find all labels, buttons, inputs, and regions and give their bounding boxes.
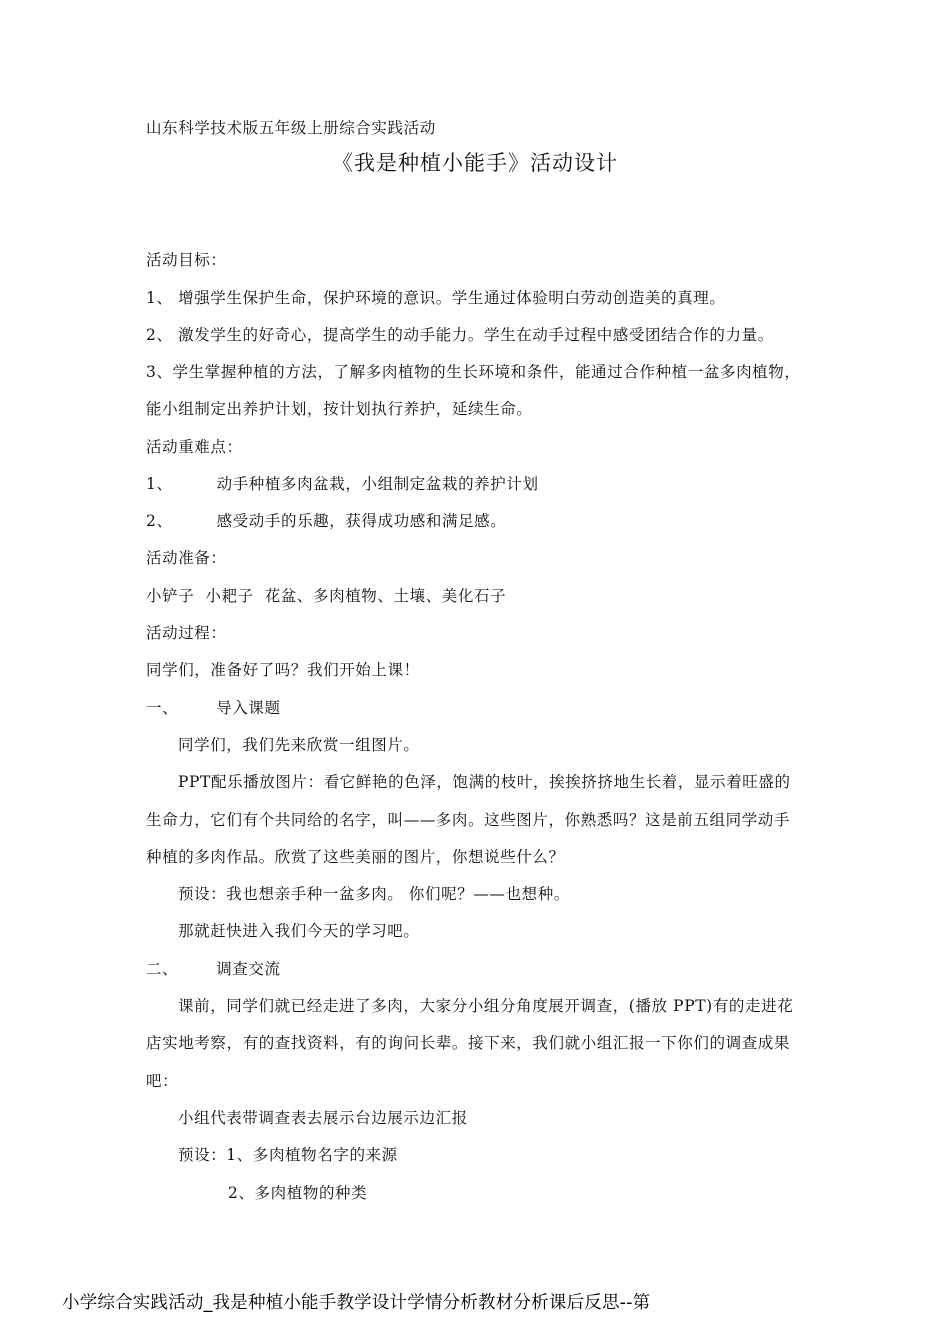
difficulty-text: 动手种植多肉盆栽，小组制定盆栽的养护计划 xyxy=(216,475,539,493)
paragraph-line: 生命力，它们有个共同给的名字，叫——多肉。这些图片，你熟悉吗？这是前五组同学动手 xyxy=(146,811,791,829)
paragraph-line: 同学们，我们先来欣赏一组图片。 xyxy=(178,736,420,754)
preparation-text: 小铲子 小耙子 花盆、多肉植物、土壤、美化石子 xyxy=(146,587,507,605)
goal-item: 2、 激发学生的好奇心，提高学生的动手能力。学生在动手过程中感受团结合作的力量。 xyxy=(146,326,774,344)
difficulties-heading: 活动重难点： xyxy=(146,438,243,456)
paragraph-line: 那就赶快进入我们今天的学习吧。 xyxy=(178,922,420,940)
document-title: 《我是种植小能手》活动设计 xyxy=(332,151,618,175)
footer-caption: 小学综合实践活动_我是种植小能手教学设计学情分析教材分析课后反思--第 xyxy=(62,1293,651,1313)
paragraph-line: 种植的多肉作品。欣赏了这些美丽的图片，你想说些什么？ xyxy=(146,848,565,866)
difficulty-text: 感受动手的乐趣，获得成功感和满足感。 xyxy=(216,512,507,530)
goal-item: 1、 增强学生保护生命，保护环境的意识。学生通过体验明白劳动创造美的真理。 xyxy=(146,289,726,307)
section-number: 一、 xyxy=(146,699,179,717)
paragraph-line: 小组代表带调查表去展示台边展示边汇报 xyxy=(178,1109,468,1127)
difficulty-number: 1、 xyxy=(146,475,173,493)
document-subtitle: 山东科学技术版五年级上册综合实践活动 xyxy=(146,119,436,137)
paragraph-line: PPT配乐播放图片：看它鲜艳的色泽，饱满的枝叶，挨挨挤挤地生长着，显示着旺盛的 xyxy=(178,773,791,791)
paragraph-line: 2、多肉植物的种类 xyxy=(228,1184,368,1202)
goal-item-continued: 能小组制定出养护计划，按计划执行养护，延续生命。 xyxy=(146,400,533,418)
paragraph-line: 预设：我也想亲手种一盆多肉。 你们呢？——也想种。 xyxy=(178,885,570,903)
paragraph-line: 预设：1、多肉植物名字的来源 xyxy=(178,1146,398,1164)
section-heading xyxy=(146,698,816,718)
paragraph-line: 吧： xyxy=(146,1072,179,1090)
preparation-heading: 活动准备： xyxy=(146,549,227,567)
process-opening: 同学们，准备好了吗？我们开始上课！ xyxy=(146,661,420,679)
difficulty-item xyxy=(146,474,816,494)
goal-item: 3、学生掌握种植的方法，了解多肉植物的生长环境和条件，能通过合作种植一盆多肉植物， xyxy=(146,363,801,381)
process-heading: 活动过程： xyxy=(146,624,227,642)
paragraph-line: 课前，同学们就已经走进了多肉，大家分小组分角度展开调查，(播放 PPT)有的走进花 xyxy=(178,997,794,1015)
goals-heading: 活动目标： xyxy=(146,251,227,269)
difficulty-number: 2、 xyxy=(146,512,173,530)
section-title: 导入课题 xyxy=(216,699,281,717)
section-title: 调查交流 xyxy=(216,960,281,978)
paragraph-line: 店实地考察，有的查找资料，有的询问长辈。接下来，我们就小组汇报一下你们的调查成果 xyxy=(146,1034,791,1052)
section-heading xyxy=(146,959,816,979)
difficulty-item xyxy=(146,511,816,531)
section-number: 二、 xyxy=(146,960,179,978)
